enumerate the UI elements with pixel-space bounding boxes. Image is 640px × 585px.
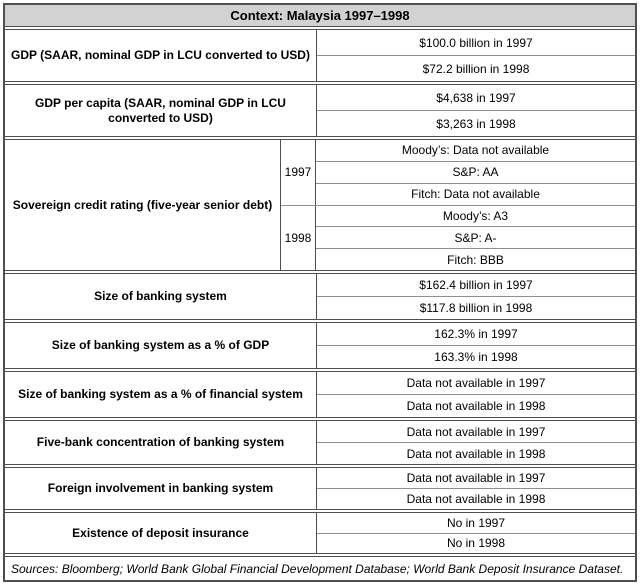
value-banking-pct-gdp-1998: 163.3% in 1998 [317,345,635,368]
sovereign-rating-years [281,140,635,270]
row-label-five-bank-concentration: Five-bank concentration of banking system [5,421,317,464]
context-table [3,3,637,582]
value-banking-size-1998: $117.8 billion in 1998 [317,296,635,319]
value-gdp-1997: $100.0 billion in 1997 [419,35,533,50]
row-group-gdp-per-capita [5,84,635,137]
value-five-bank-1997: Data not available in 1997 [406,424,546,439]
value-gdp-1998: $72.2 billion in 1998 [317,55,635,81]
value-foreign-involvement-1997: Data not available in 1997 [406,471,546,485]
rating-sp-1998: S&P: A- [316,226,635,248]
sources-note: Sources: Bloomberg; World Bank Global Financial Development Database; World Bank Deposit Insurance Dataset. [11,561,624,576]
row-label-foreign-involvement: Foreign involvement in banking system [5,468,317,509]
year-cell-1997: 1997 [281,140,316,205]
row-label-banking-system-size: Size of banking system [5,274,317,319]
value-banking-pct-gdp-1997: 162.3% in 1997 [434,327,518,341]
row-label-banking-pct-financial: Size of banking system as a % of financial system [5,372,317,417]
rating-fitch-1998: Fitch: BBB [316,248,635,270]
values-gdp [317,30,635,81]
value-foreign-involvement-1998: Data not available in 1998 [317,488,635,509]
row-group-gdp [5,29,635,82]
row-group-banking-pct-gdp [5,322,635,369]
table-title: Context: Malaysia 1997–1998 [230,8,410,23]
values-deposit-insurance [317,513,635,553]
values-banking-pct-gdp [317,323,635,368]
table-header [5,5,635,27]
row-label-gdp-per-capita: GDP per capita (SAAR, nominal GDP in LCU converted to USD) [5,85,317,136]
value-banking-pct-financial-1998: Data not available in 1998 [317,394,635,417]
row-group-deposit-insurance [5,512,635,554]
year-cell-1998: 1998 [281,206,316,271]
values-gdp-per-capita [317,85,635,136]
value-banking-pct-financial-1997: Data not available in 1997 [406,376,546,390]
sources-row [5,556,635,580]
row-group-five-bank-concentration [5,420,635,465]
value-gdp-per-capita-1997: $4,638 in 1997 [436,90,516,105]
values-banking-system-size [317,274,635,319]
values-foreign-involvement [317,468,635,509]
row-label-gdp: GDP (SAAR, nominal GDP in LCU converted to USD) [5,30,317,81]
value-banking-size-1997: $162.4 billion in 1997 [419,278,533,292]
values-five-bank-concentration [317,421,635,464]
row-group-banking-system-size [5,273,635,320]
year-block-1997 [281,140,635,205]
rating-fitch-1997: Fitch: Data not available [316,183,635,205]
row-group-foreign-involvement [5,467,635,510]
rating-sp-1997: S&P: AA [316,161,635,183]
rating-moodys-1997: Moody’s: Data not available [401,143,550,158]
rating-moodys-1998: Moody’s: A3 [442,208,509,223]
year-block-1998 [281,205,635,271]
row-group-sovereign-credit-rating [5,139,635,271]
row-label-sovereign-credit-rating: Sovereign credit rating (five-year senior debt) [5,140,281,270]
value-deposit-insurance-1998: No in 1998 [317,533,635,554]
value-deposit-insurance-1997: No in 1997 [446,515,506,530]
ratings-1998 [316,206,635,271]
row-label-deposit-insurance: Existence of deposit insurance [5,513,317,553]
values-banking-pct-financial [317,372,635,417]
value-five-bank-1998: Data not available in 1998 [317,442,635,464]
ratings-1997 [316,140,635,205]
row-group-banking-pct-financial [5,371,635,418]
row-label-banking-pct-gdp: Size of banking system as a % of GDP [5,323,317,368]
value-gdp-per-capita-1998: $3,263 in 1998 [317,110,635,136]
